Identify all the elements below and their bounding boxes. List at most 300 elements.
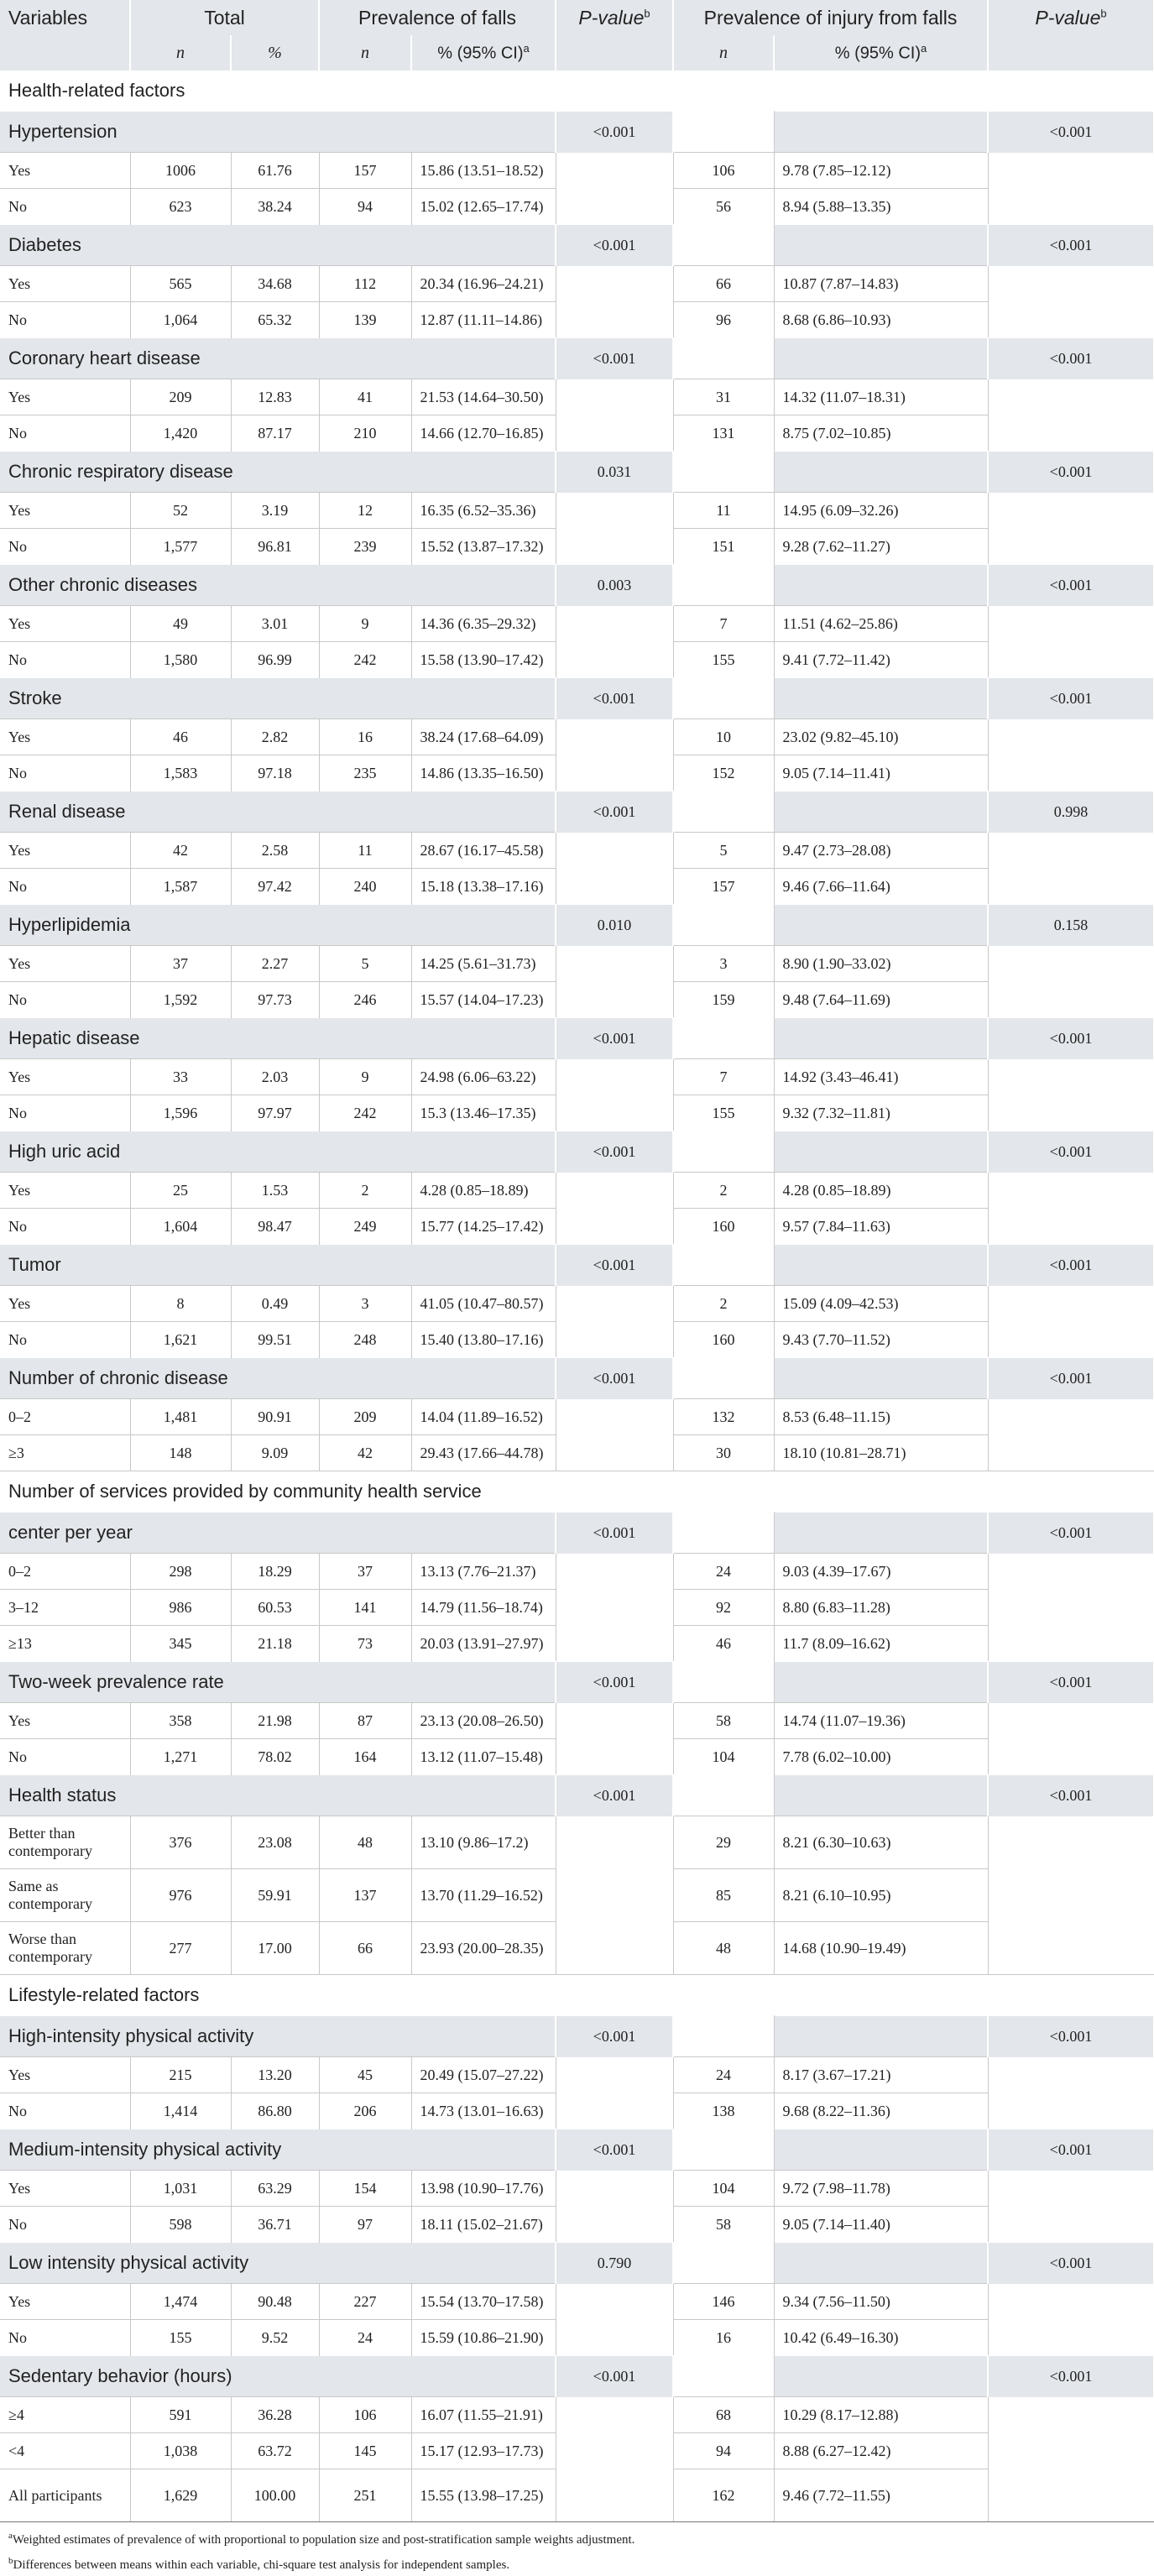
injury-pct-ci: 9.41 (7.72–11.42) [774, 642, 988, 678]
group-spacer [774, 1131, 988, 1173]
total-n: 1,414 [130, 2093, 231, 2129]
falls-n: 246 [319, 982, 411, 1018]
row-label: ≥4 [0, 2397, 130, 2433]
p-value-falls: <0.001 [556, 1131, 673, 1173]
group-row [0, 1358, 1154, 1399]
group-name: Diabetes [0, 225, 556, 266]
p-value-injury-cell [988, 1554, 1154, 1662]
table-row [0, 1286, 1154, 1322]
row-label: No [0, 2093, 130, 2129]
injury-n: 16 [673, 2320, 774, 2356]
p-value-falls: <0.001 [556, 112, 673, 153]
falls-n: 249 [319, 1209, 411, 1245]
falls-pct-ci: 21.53 (14.64–30.50) [411, 379, 556, 415]
injury-n: 24 [673, 1554, 774, 1590]
header-blank [556, 35, 673, 71]
group-row [0, 2016, 1154, 2057]
falls-pct-ci: 24.98 (6.06–63.22) [411, 1059, 556, 1095]
row-label: Yes [0, 1703, 130, 1739]
row-label: <4 [0, 2433, 130, 2469]
group-spacer [673, 2356, 774, 2397]
group-spacer [673, 1662, 774, 1703]
injury-n: 2 [673, 1286, 774, 1322]
p-value-injury-cell [988, 2057, 1154, 2129]
p-value-injury-cell [988, 2397, 1154, 2522]
falls-pct-ci: 16.35 (6.52–35.36) [411, 493, 556, 529]
p-value-falls-cell [556, 719, 673, 792]
falls-pct-ci: 15.40 (13.80–17.16) [411, 1322, 556, 1358]
table-row [0, 379, 1154, 415]
injury-n: 104 [673, 2171, 774, 2207]
falls-n: 3 [319, 1286, 411, 1322]
row-label: Same as contemporary [0, 1869, 130, 1922]
falls-n: 209 [319, 1399, 411, 1435]
table-bottom-rule [0, 2521, 1154, 2522]
injury-n: 11 [673, 493, 774, 529]
table-row [0, 1173, 1154, 1209]
group-row [0, 678, 1154, 719]
p-value-falls-cell [556, 1816, 673, 1975]
group-name: High uric acid [0, 1131, 556, 1173]
group-spacer [774, 1662, 988, 1703]
total-n: 215 [130, 2057, 231, 2093]
falls-n: 12 [319, 493, 411, 529]
p-value-injury: <0.001 [988, 2129, 1154, 2171]
falls-pct-ci: 4.28 (0.85–18.89) [411, 1173, 556, 1209]
total-pct: 0.49 [231, 1286, 319, 1322]
group-name: Number of chronic disease [0, 1358, 556, 1399]
footnote-mark: b [8, 2556, 13, 2566]
injury-n: 2 [673, 1173, 774, 1209]
header-falls-pct: % (95% CI)$^a$ [411, 35, 556, 71]
row-label: Yes [0, 833, 130, 869]
footnote [8, 2526, 1154, 2551]
group-spacer [774, 1245, 988, 1286]
table-row [0, 266, 1154, 302]
falls-n: 2 [319, 1173, 411, 1209]
total-pct: 38.24 [231, 189, 319, 225]
p-value-falls-cell [556, 1173, 673, 1245]
table-header [0, 0, 1154, 71]
group-spacer [774, 2129, 988, 2171]
p-value-falls: <0.001 [556, 1018, 673, 1059]
falls-n: 227 [319, 2284, 411, 2320]
p-value-falls: <0.001 [556, 338, 673, 379]
row-label: Yes [0, 266, 130, 302]
p-value-injury: 0.998 [988, 792, 1154, 833]
p-value-falls: <0.001 [556, 2016, 673, 2057]
row-label: No [0, 869, 130, 905]
total-pct: 78.02 [231, 1739, 319, 1775]
total-pct: 97.73 [231, 982, 319, 1018]
group-row [0, 565, 1154, 606]
total-n: 565 [130, 266, 231, 302]
injury-pct-ci: 8.21 (6.10–10.95) [774, 1869, 988, 1922]
p-value-falls-cell [556, 833, 673, 905]
group-title-row [0, 1471, 1154, 1513]
p-value-falls: <0.001 [556, 1358, 673, 1399]
falls-n: 9 [319, 606, 411, 642]
injury-n: 85 [673, 1869, 774, 1922]
p-value-injury-cell [988, 153, 1154, 225]
falls-n: 66 [319, 1922, 411, 1975]
falls-pct-ci: 14.36 (6.35–29.32) [411, 606, 556, 642]
total-n: 52 [130, 493, 231, 529]
total-pct: 61.76 [231, 153, 319, 189]
row-label: Yes [0, 2284, 130, 2320]
group-spacer [774, 1018, 988, 1059]
total-pct: 99.51 [231, 1322, 319, 1358]
injury-pct-ci: 7.78 (6.02–10.00) [774, 1739, 988, 1775]
falls-n: 73 [319, 1626, 411, 1662]
table-row [0, 1059, 1154, 1095]
p-value-falls: 0.031 [556, 452, 673, 493]
total-pct: 59.91 [231, 1869, 319, 1922]
total-n: 1,621 [130, 1322, 231, 1358]
row-label: 3–12 [0, 1590, 130, 1626]
section-row [0, 1975, 1154, 2016]
group-spacer [673, 338, 774, 379]
total-n: 25 [130, 1173, 231, 1209]
table-row [0, 833, 1154, 869]
group-row [0, 1513, 1154, 1554]
total-pct: 12.83 [231, 379, 319, 415]
table-row [0, 1703, 1154, 1739]
p-value-injury-cell [988, 1399, 1154, 1471]
injury-n: 94 [673, 2433, 774, 2469]
injury-n: 24 [673, 2057, 774, 2093]
group-spacer [774, 1775, 988, 1816]
injury-n: 58 [673, 2207, 774, 2243]
table-row [0, 1399, 1154, 1435]
total-pct: 97.97 [231, 1095, 319, 1131]
row-label: No [0, 529, 130, 565]
injury-pct-ci: 8.17 (3.67–17.21) [774, 2057, 988, 2093]
group-spacer [673, 678, 774, 719]
p-value-falls: <0.001 [556, 225, 673, 266]
falls-n: 248 [319, 1322, 411, 1358]
row-label: Yes [0, 1059, 130, 1095]
table-row [0, 2171, 1154, 2207]
p-value-falls: <0.001 [556, 1662, 673, 1703]
group-name: Hepatic disease [0, 1018, 556, 1059]
group-row [0, 1775, 1154, 1816]
falls-pct-ci: 20.03 (13.91–27.97) [411, 1626, 556, 1662]
group-spacer [673, 112, 774, 153]
header-total-n: n [130, 35, 231, 71]
total-n: 298 [130, 1554, 231, 1590]
group-spacer [673, 1358, 774, 1399]
falls-n: 164 [319, 1739, 411, 1775]
row-label: Yes [0, 606, 130, 642]
p-value-injury: <0.001 [988, 678, 1154, 719]
falls-n: 154 [319, 2171, 411, 2207]
p-value-falls-cell [556, 266, 673, 338]
injury-pct-ci: 9.72 (7.98–11.78) [774, 2171, 988, 2207]
total-pct: 17.00 [231, 1922, 319, 1975]
p-value-injury-cell [988, 1173, 1154, 1245]
falls-pct-ci: 15.58 (13.90–17.42) [411, 642, 556, 678]
group-name: Hypertension [0, 112, 556, 153]
falls-pct-ci: 20.49 (15.07–27.22) [411, 2057, 556, 2093]
p-value-falls-cell [556, 2397, 673, 2522]
total-n: 209 [130, 379, 231, 415]
total-n: 1,420 [130, 415, 231, 452]
p-value-injury-cell [988, 2171, 1154, 2243]
footnotes [0, 2526, 1154, 2576]
injury-n: 30 [673, 1435, 774, 1471]
row-label: ≥13 [0, 1626, 130, 1662]
total-pct: 60.53 [231, 1590, 319, 1626]
section-row [0, 71, 1154, 112]
group-name: Chronic respiratory disease [0, 452, 556, 493]
injury-pct-ci: 9.57 (7.84–11.63) [774, 1209, 988, 1245]
total-n: 277 [130, 1922, 231, 1975]
table-row [0, 2397, 1154, 2433]
falls-pct-ci: 41.05 (10.47–80.57) [411, 1286, 556, 1322]
falls-pct-ci: 14.66 (12.70–16.85) [411, 415, 556, 452]
p-value-falls: 0.010 [556, 905, 673, 946]
total-pct: 9.09 [231, 1435, 319, 1471]
p-value-injury: <0.001 [988, 565, 1154, 606]
total-n: 46 [130, 719, 231, 755]
total-n: 155 [130, 2320, 231, 2356]
p-value-injury: 0.158 [988, 905, 1154, 946]
injury-pct-ci: 15.09 (4.09–42.53) [774, 1286, 988, 1322]
total-pct: 87.17 [231, 415, 319, 452]
falls-n: 242 [319, 642, 411, 678]
injury-pct-ci: 9.78 (7.85–12.12) [774, 153, 988, 189]
p-value-injury: <0.001 [988, 1662, 1154, 1703]
falls-n: 240 [319, 869, 411, 905]
group-row [0, 225, 1154, 266]
table-row [0, 153, 1154, 189]
falls-pct-ci: 15.18 (13.38–17.16) [411, 869, 556, 905]
p-value-falls-cell [556, 2057, 673, 2129]
row-label: No [0, 1209, 130, 1245]
group-spacer [673, 225, 774, 266]
falls-pct-ci: 18.11 (15.02–21.67) [411, 2207, 556, 2243]
row-label: Yes [0, 493, 130, 529]
group-spacer [673, 1513, 774, 1554]
total-n: 1,580 [130, 642, 231, 678]
header-prevalence-injury: Prevalence of injury from falls [673, 0, 988, 35]
header-total-pct: % [231, 35, 319, 71]
injury-n: 29 [673, 1816, 774, 1869]
total-n: 1,481 [130, 1399, 231, 1435]
total-pct: 97.18 [231, 755, 319, 792]
p-value-injury: <0.001 [988, 2243, 1154, 2284]
p-value-injury: <0.001 [988, 1513, 1154, 1554]
row-label: ≥3 [0, 1435, 130, 1471]
falls-pct-ci: 28.67 (16.17–45.58) [411, 833, 556, 869]
group-spacer [774, 2016, 988, 2057]
total-pct: 13.20 [231, 2057, 319, 2093]
total-n: 345 [130, 1626, 231, 1662]
injury-pct-ci: 9.48 (7.64–11.69) [774, 982, 988, 1018]
p-value-falls-cell [556, 1554, 673, 1662]
injury-pct-ci: 9.46 (7.72–11.55) [774, 2469, 988, 2522]
p-value-injury-cell [988, 2284, 1154, 2356]
group-spacer [673, 1775, 774, 1816]
p-value-injury-cell [988, 606, 1154, 678]
total-n: 42 [130, 833, 231, 869]
injury-pct-ci: 9.28 (7.62–11.27) [774, 529, 988, 565]
group-row [0, 2243, 1154, 2284]
total-pct: 36.71 [231, 2207, 319, 2243]
p-value-falls-cell [556, 1059, 673, 1131]
p-value-injury-cell [988, 946, 1154, 1018]
injury-n: 160 [673, 1209, 774, 1245]
injury-pct-ci: 10.29 (8.17–12.88) [774, 2397, 988, 2433]
injury-pct-ci: 9.05 (7.14–11.41) [774, 755, 988, 792]
injury-n: 155 [673, 1095, 774, 1131]
falls-pct-ci: 13.98 (10.90–17.76) [411, 2171, 556, 2207]
group-name: Stroke [0, 678, 556, 719]
injury-n: 104 [673, 1739, 774, 1775]
falls-n: 16 [319, 719, 411, 755]
injury-n: 58 [673, 1703, 774, 1739]
group-title: Number of services provided by community health service [0, 1471, 1154, 1513]
table-row [0, 1554, 1154, 1590]
total-pct: 86.80 [231, 2093, 319, 2129]
injury-n: 132 [673, 1399, 774, 1435]
falls-n: 42 [319, 1435, 411, 1471]
p-value-injury-cell [988, 1703, 1154, 1775]
total-pct: 23.08 [231, 1816, 319, 1869]
group-row [0, 1131, 1154, 1173]
injury-n: 10 [673, 719, 774, 755]
header-blank [988, 35, 1154, 71]
p-value-injury-cell [988, 1816, 1154, 1975]
falls-pct-ci: 15.54 (13.70–17.58) [411, 2284, 556, 2320]
p-value-injury: <0.001 [988, 452, 1154, 493]
table-row [0, 606, 1154, 642]
falls-n: 242 [319, 1095, 411, 1131]
injury-pct-ci: 9.32 (7.32–11.81) [774, 1095, 988, 1131]
total-pct: 2.27 [231, 946, 319, 982]
p-value-injury: <0.001 [988, 1131, 1154, 1173]
row-label: Yes [0, 719, 130, 755]
injury-pct-ci: 11.51 (4.62–25.86) [774, 606, 988, 642]
total-pct: 9.52 [231, 2320, 319, 2356]
header-injury-n: n [673, 35, 774, 71]
injury-pct-ci: 9.03 (4.39–17.67) [774, 1554, 988, 1590]
group-spacer [774, 678, 988, 719]
injury-n: 146 [673, 2284, 774, 2320]
group-spacer [774, 225, 988, 266]
total-pct: 96.81 [231, 529, 319, 565]
row-label: Better than contemporary [0, 1816, 130, 1869]
total-pct: 21.18 [231, 1626, 319, 1662]
row-label: No [0, 755, 130, 792]
injury-pct-ci: 8.90 (1.90–33.02) [774, 946, 988, 982]
falls-pct-ci: 15.3 (13.46–17.35) [411, 1095, 556, 1131]
group-row [0, 2356, 1154, 2397]
falls-pct-ci: 14.73 (13.01–16.63) [411, 2093, 556, 2129]
group-name: Renal disease [0, 792, 556, 833]
group-row [0, 1018, 1154, 1059]
injury-pct-ci: 10.42 (6.49–16.30) [774, 2320, 988, 2356]
injury-pct-ci: 9.68 (8.22–11.36) [774, 2093, 988, 2129]
injury-pct-ci: 8.75 (7.02–10.85) [774, 415, 988, 452]
table-row [0, 946, 1154, 982]
injury-pct-ci: 9.34 (7.56–11.50) [774, 2284, 988, 2320]
p-value-injury-cell [988, 1286, 1154, 1358]
total-n: 376 [130, 1816, 231, 1869]
injury-pct-ci: 14.32 (11.07–18.31) [774, 379, 988, 415]
injury-n: 66 [673, 266, 774, 302]
group-name: Health status [0, 1775, 556, 1816]
group-spacer [673, 2016, 774, 2057]
injury-pct-ci: 10.87 (7.87–14.83) [774, 266, 988, 302]
group-spacer [774, 338, 988, 379]
injury-n: 31 [673, 379, 774, 415]
injury-n: 68 [673, 2397, 774, 2433]
p-value-injury-cell [988, 379, 1154, 452]
p-value-injury: <0.001 [988, 1358, 1154, 1399]
injury-n: 5 [673, 833, 774, 869]
total-n: 623 [130, 189, 231, 225]
injury-pct-ci: 14.74 (11.07–19.36) [774, 1703, 988, 1739]
injury-pct-ci: 9.05 (7.14–11.40) [774, 2207, 988, 2243]
falls-pct-ci: 15.59 (10.86–21.90) [411, 2320, 556, 2356]
row-label: Yes [0, 2171, 130, 2207]
falls-n: 11 [319, 833, 411, 869]
footnote-mark: a [8, 2531, 13, 2541]
falls-n: 106 [319, 2397, 411, 2433]
row-label: No [0, 1095, 130, 1131]
injury-n: 3 [673, 946, 774, 982]
row-label: 0–2 [0, 1399, 130, 1435]
group-name: Two-week prevalence rate [0, 1662, 556, 1703]
falls-pct-ci: 20.34 (16.96–24.21) [411, 266, 556, 302]
injury-n: 131 [673, 415, 774, 452]
row-label: No [0, 189, 130, 225]
row-label: Yes [0, 153, 130, 189]
table-row [0, 2057, 1154, 2093]
total-n: 591 [130, 2397, 231, 2433]
falls-n: 112 [319, 266, 411, 302]
falls-pct-ci: 14.79 (11.56–18.74) [411, 1590, 556, 1626]
total-pct: 3.19 [231, 493, 319, 529]
group-row [0, 905, 1154, 946]
falls-pct-ci: 13.70 (11.29–16.52) [411, 1869, 556, 1922]
row-label: No [0, 642, 130, 678]
row-label: No [0, 1739, 130, 1775]
group-spacer [673, 1018, 774, 1059]
group-spacer [673, 1245, 774, 1286]
header-variables: Variables [0, 0, 130, 35]
total-pct: 1.53 [231, 1173, 319, 1209]
table-row [0, 493, 1154, 529]
group-spacer [673, 2129, 774, 2171]
group-name: Low intensity physical activity [0, 2243, 556, 2284]
falls-pct-ci: 15.52 (13.87–17.32) [411, 529, 556, 565]
falls-n: 139 [319, 302, 411, 338]
group-spacer [673, 792, 774, 833]
injury-pct-ci: 8.53 (6.48–11.15) [774, 1399, 988, 1435]
falls-pct-ci: 15.77 (14.25–17.42) [411, 1209, 556, 1245]
falls-pct-ci: 14.25 (5.61–31.73) [411, 946, 556, 982]
header-falls-n: n [319, 35, 411, 71]
table-row [0, 2284, 1154, 2320]
total-n: 1,038 [130, 2433, 231, 2469]
total-pct: 100.00 [231, 2469, 319, 2522]
row-label: No [0, 1322, 130, 1358]
falls-n: 239 [319, 529, 411, 565]
group-spacer [774, 112, 988, 153]
